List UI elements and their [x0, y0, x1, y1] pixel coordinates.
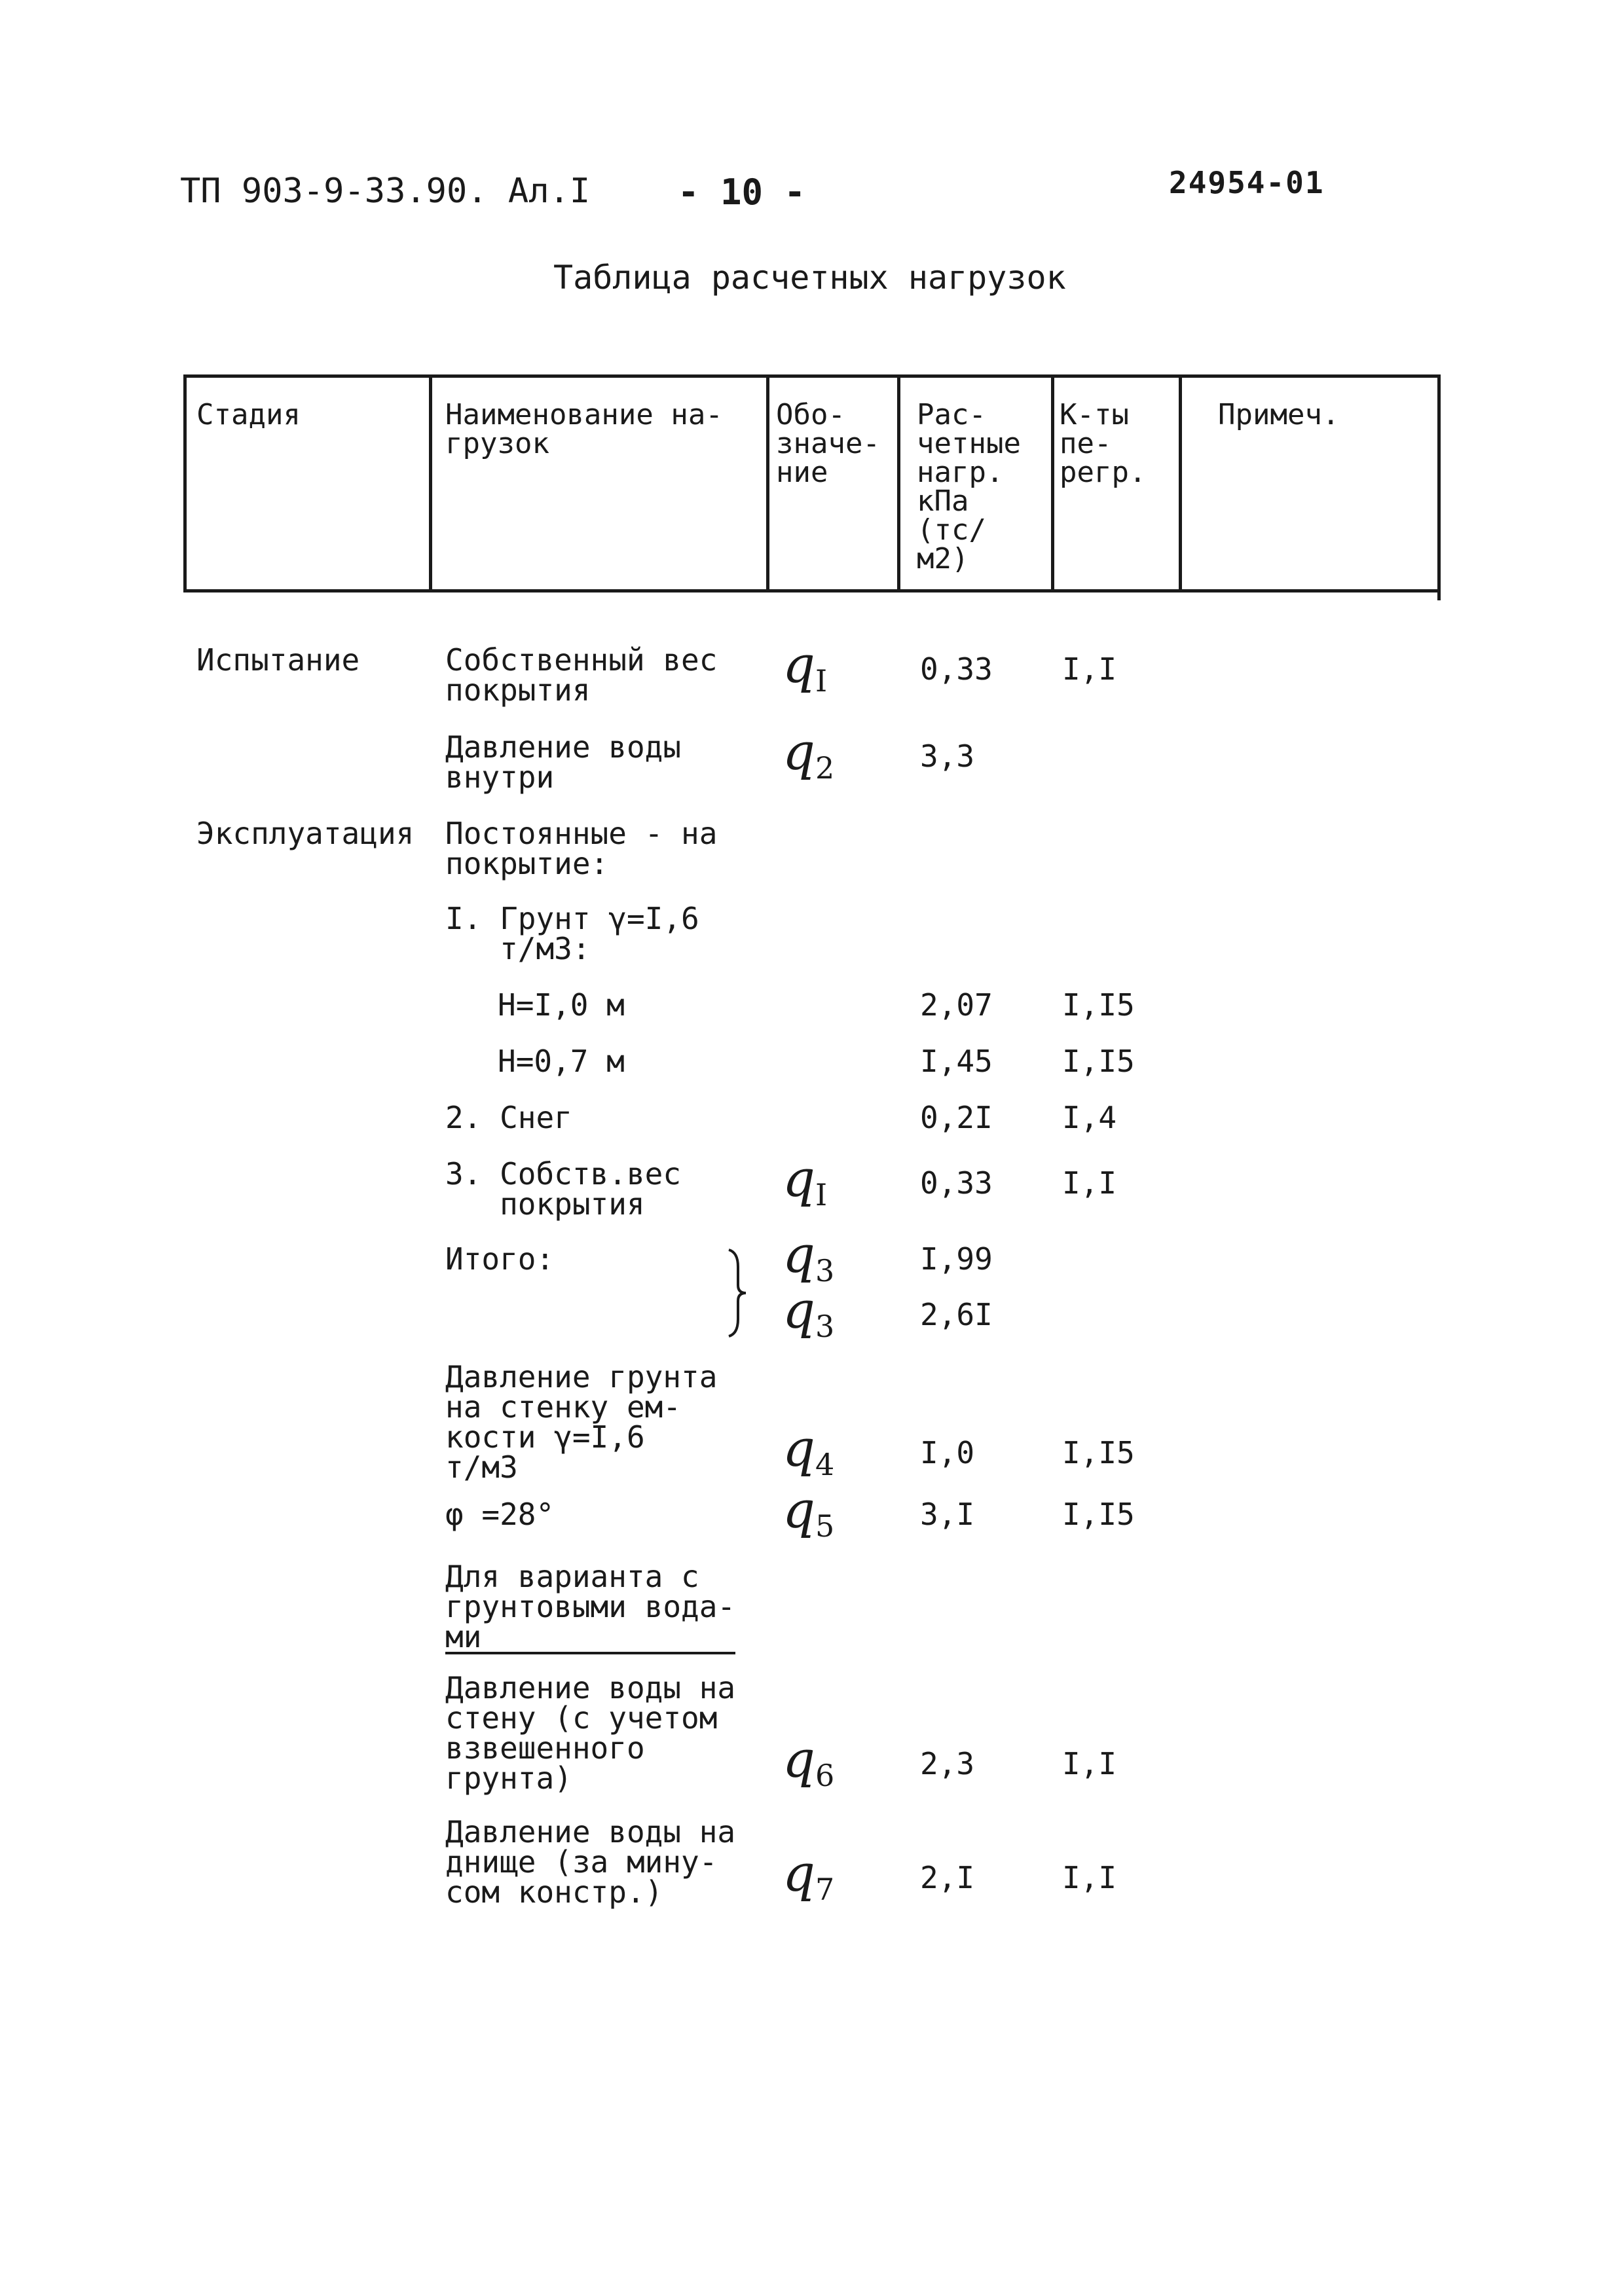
row-symbol: $q_I$ — [783, 635, 828, 699]
row-overload-factor: I,4 — [1062, 1100, 1117, 1135]
row-symbol-index: 2 — [815, 750, 835, 786]
column-divider-factor — [1179, 378, 1182, 592]
row-load-name: 2. Снег — [445, 1100, 572, 1135]
row-symbol-index: I — [815, 1176, 828, 1212]
column-divider-left — [183, 378, 187, 592]
table-title: Таблица расчетных нагрузок — [553, 259, 1066, 297]
column-divider-stage — [429, 378, 432, 592]
row-load-name: Постоянные - на покрытие: — [445, 816, 718, 881]
document-code: ТП 903-9-33.90. Ал.I — [180, 172, 591, 211]
row-symbol-index: 3 — [815, 1309, 835, 1344]
row-design-load: 0,33 — [920, 1165, 993, 1201]
row-symbol: $q_7$ — [783, 1844, 835, 1907]
row-load-name: Давление воды на днище (за мину- сом констр.) — [445, 1814, 736, 1910]
row-load-name: I. Грунт γ=I,6 т/м3: — [445, 901, 699, 966]
row-overload-factor: I,I — [1062, 651, 1117, 687]
row-load-name: Давление воды на стену (с учетом взвешенного грунта) — [445, 1670, 736, 1796]
column-divider-symbol — [897, 378, 900, 592]
row-design-load: 2,07 — [920, 987, 993, 1023]
column-header-symbol: Обо- значе- ние — [776, 398, 880, 489]
column-header-stage: Стадия — [196, 398, 301, 431]
archive-number-stamp: 24954-01 — [1169, 165, 1325, 200]
row-symbol: $q_5$ — [783, 1481, 835, 1544]
row-symbol: $q_I$ — [783, 1149, 828, 1212]
row-symbol-index: 3 — [815, 1253, 835, 1288]
column-header-load: Рас- четные нагр. кПа (тс/ м2) — [917, 398, 1021, 575]
row-symbol-index: 6 — [815, 1757, 835, 1793]
row-symbol: $q_6$ — [783, 1730, 835, 1793]
column-divider-right — [1437, 378, 1441, 600]
column-divider-load — [1051, 378, 1054, 592]
row-overload-factor: I,I5 — [1062, 987, 1135, 1023]
row-overload-factor: I,I5 — [1062, 1434, 1135, 1470]
row-overload-factor: I,I — [1062, 1745, 1117, 1781]
row-stage: Эксплуатация — [196, 816, 415, 851]
row-design-load: 3,3 — [920, 738, 975, 774]
column-header-factor: К-ты пе- регр. — [1060, 398, 1147, 489]
row-design-load: 0,2I — [920, 1100, 993, 1135]
page-number: - 10 - — [678, 172, 806, 213]
row-symbol-index: 5 — [815, 1508, 835, 1544]
row-design-load: 0,33 — [920, 651, 993, 687]
row-overload-factor: I,I5 — [1062, 1497, 1135, 1532]
row-symbol-index: 7 — [815, 1871, 835, 1907]
row-load-name: φ =28° — [445, 1497, 555, 1532]
row-design-load: 2,3 — [920, 1745, 975, 1781]
row-design-load: 2,I — [920, 1859, 975, 1895]
row-overload-factor: I,I — [1062, 1859, 1117, 1895]
row-load-name: H=0,7 м — [498, 1044, 625, 1079]
row-overload-factor: I,I5 — [1062, 1044, 1135, 1079]
row-design-load: 3,I — [920, 1497, 975, 1532]
totals-brace — [724, 1247, 750, 1339]
table-header-bottom-rule — [183, 589, 1441, 592]
row-symbol: $q_2$ — [783, 722, 835, 786]
row-stage: Испытание — [196, 642, 360, 678]
row-load-name: Итого: — [445, 1241, 555, 1277]
row-overload-factor: I,I — [1062, 1165, 1117, 1201]
row-design-load: I,0 — [920, 1434, 975, 1470]
row-design-load: I,45 — [920, 1044, 993, 1079]
row-load-name: H=I,0 м — [498, 987, 625, 1023]
row-load-name: Для варианта с грунтовыми вода- ми — [445, 1559, 736, 1654]
row-design-load: I,99 — [920, 1241, 993, 1277]
row-symbol: $q_3$ — [783, 1281, 835, 1344]
row-load-name: Давление грунта на стенку ем- кости γ=I,6 т/м3 — [445, 1359, 718, 1485]
row-design-load: 2,6I — [920, 1297, 993, 1332]
row-symbol-index: I — [815, 663, 828, 699]
row-symbol-index: 4 — [815, 1446, 835, 1482]
column-header-note: Примеч. — [1218, 398, 1340, 431]
column-header-name: Наименование на- грузок — [445, 398, 723, 460]
table-top-rule — [183, 374, 1441, 378]
column-divider-name — [766, 378, 769, 592]
row-load-name: Давление воды внутри — [445, 729, 682, 795]
row-symbol: $q_3$ — [783, 1226, 835, 1288]
row-load-name: 3. Собств.вес покрытия — [445, 1156, 682, 1222]
row-load-name: Собственный вес покрытия — [445, 642, 718, 708]
row-symbol: $q_4$ — [783, 1419, 835, 1482]
